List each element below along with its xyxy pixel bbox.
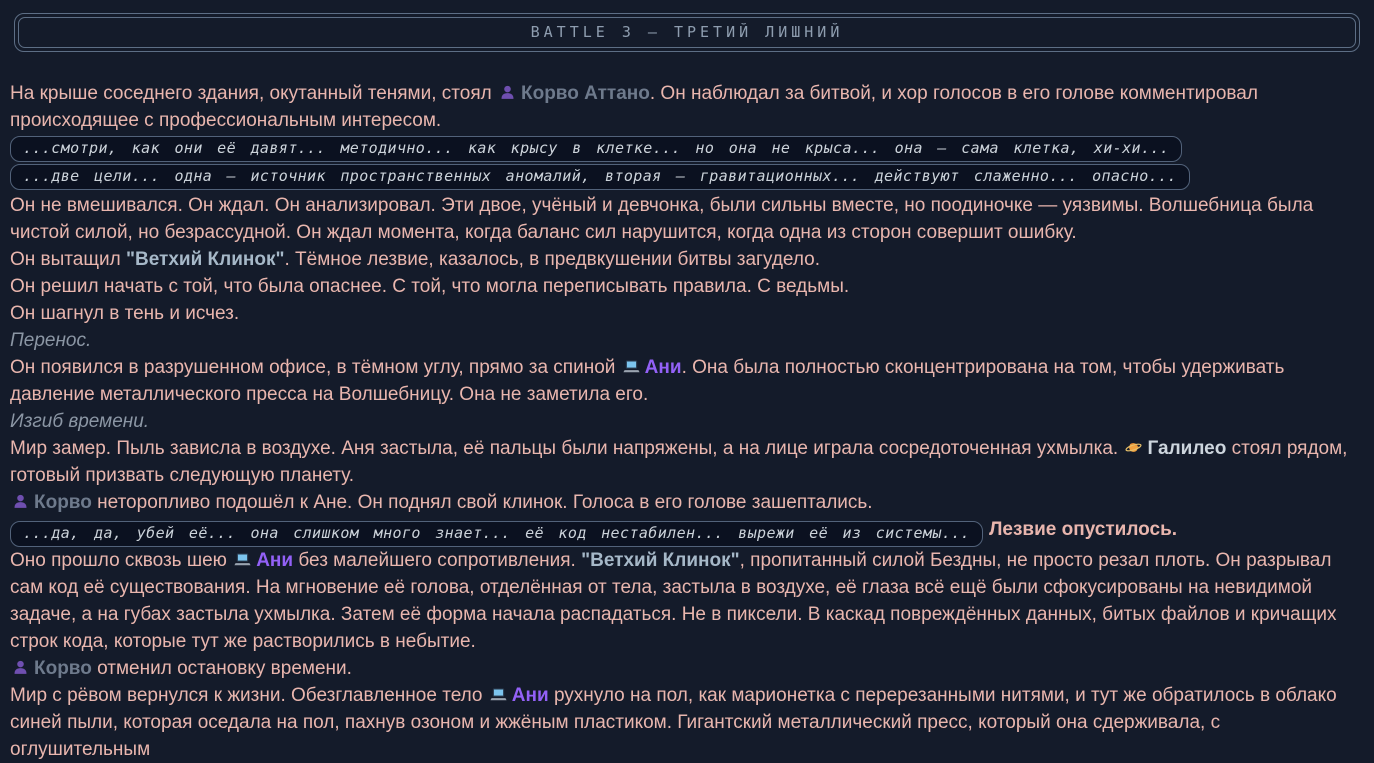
story-paragraph — [10, 682, 1364, 763]
character-name: Корво Аттано — [521, 83, 650, 104]
text-run: отменил остановку времени. — [91, 658, 352, 679]
page-title: BATTLE 3 — ТРЕТИЙ ЛИШНИЙ — [18, 17, 1356, 48]
text-run: неторопливо подошёл к Ане. Он поднял свой клинок. Голоса в его голове зашептались. — [91, 492, 873, 513]
person-icon — [12, 659, 29, 676]
laptop-icon — [623, 358, 640, 375]
story-paragraph: Он решил начать с той, что была опаснее. С той, что могла переписывать правила. С ведьмы. — [10, 276, 850, 297]
character-mention-ani[interactable] — [232, 550, 293, 571]
character-mention-ani[interactable] — [488, 685, 549, 706]
story-paragraph — [10, 516, 1364, 547]
story-paragraph: Он не вмешивался. Он ждал. Он анализировал. Эти двое, учёный и девчонка, были сильны вместе, но поодиночке — уязвимы. Волшебница была чистой силой, но безрассудной. Он ждал момента, когда баланс сил нарушится, когда одна из сторон совершит ошибку. — [10, 195, 1314, 243]
text-run: . Тёмное лезвие, казалось, в предвкушении битвы загудело. — [284, 249, 821, 270]
laptop-icon — [234, 551, 251, 568]
story-paragraph — [10, 435, 1364, 489]
character-mention-ani[interactable] — [621, 357, 682, 378]
blade-highlight: "Ветхий Клинок" — [581, 550, 740, 571]
text-run: рухнуло на пол, как марионетка с перерезанными нитями, и тут же обратилось в облако синей пыли, которая оседала на пол, пахнув озоном и жжёным пластиком. Гигантский металлический пресс, который она сдерживала, с оглушительным — [10, 685, 1337, 760]
whisper-box: ...две цели... одна — источник пространственных аномалий, вторая — гравитационных... действуют слаженно... опасно... — [10, 164, 1190, 190]
story-paragraph — [10, 489, 1364, 516]
text-run: На крыше соседнего здания, окутанный тенями, стоял — [10, 83, 497, 104]
whisper-box: ...да, да, убей её... она слишком много знает... её код нестабилен... вырежи её из системы... — [10, 521, 983, 547]
character-mention-korvo[interactable] — [497, 83, 650, 104]
text-run: стоял рядом, готовый призвать следующую планету. — [10, 438, 1348, 486]
stage-direction: Перенос. — [10, 330, 92, 351]
story-paragraph — [10, 655, 1364, 682]
character-name: Ани — [644, 357, 682, 378]
text-run: Он вытащил — [10, 249, 126, 270]
whisper-box: ...смотри, как они её давят... методично... как крысу в клетке... но она не крыса... она — сама клетка, хи-хи... — [10, 136, 1182, 162]
text-run: Он появился в разрушенном офисе, в тёмном углу, прямо за спиной — [10, 357, 621, 378]
person-icon — [499, 84, 516, 101]
text-run: Мир с рёвом вернулся к жизни. Обезглавленное тело — [10, 685, 488, 706]
laptop-icon — [490, 686, 507, 703]
text-run: Мир замер. Пыль зависла в воздухе. Аня застыла, её пальцы были напряжены, а на лице играла сосредоточенная ухмылка. — [10, 438, 1124, 459]
blade-highlight: "Ветхий Клинок" — [125, 249, 285, 270]
battle-title-frame — [14, 13, 1360, 52]
story-paragraph — [10, 80, 1364, 134]
story-paragraph: Он шагнул в тень и исчез. — [10, 303, 240, 324]
story-page — [0, 13, 1374, 763]
person-icon — [12, 493, 29, 510]
character-name: Корво — [34, 492, 92, 513]
character-name: Корво — [34, 658, 92, 679]
text-run: . Он наблюдал за битвой, и хор голосов в его голове комментировал происходящее с профессиональным интересом. — [10, 83, 1258, 131]
text-run: без малейшего сопротивления. — [293, 550, 582, 571]
text-run: , пропитанный силой Бездны, не просто резал плоть. Он разрывал сам код её существования. На мгновение её голова, отделённая от тела, застыла в воздухе, её глаза всё ещё были сфокусированы на невидимой задаче, а на губах застыла ухмылка. Затем её форма начала распадаться. Не в пиксели. В каскад повреждённых данных, битых файлов и кричащих строк кода, которые тут же растворились в небытие. — [10, 550, 1337, 652]
story-paragraph — [10, 354, 1364, 408]
stage-direction: Изгиб времени. — [10, 411, 150, 432]
story-text — [10, 80, 1364, 763]
character-name: Ани — [511, 685, 549, 706]
character-mention-korvo[interactable] — [10, 658, 92, 679]
character-name: Галилео — [1147, 438, 1227, 459]
emphasis-text: Лезвие опустилось. — [989, 519, 1178, 540]
story-paragraph — [10, 547, 1364, 655]
character-mention-korvo[interactable] — [10, 492, 92, 513]
character-mention-galileo[interactable] — [1123, 438, 1226, 459]
text-run: . Она была полностью сконцентрирована на том, чтобы удерживать давление металлического пресса на Волшебницу. Она не заметила его. — [10, 357, 1285, 405]
story-paragraph — [10, 246, 1364, 273]
character-name: Ани — [256, 550, 294, 571]
text-run: Оно прошло сквозь шею — [10, 550, 233, 571]
ringed-planet-icon — [1125, 439, 1142, 456]
